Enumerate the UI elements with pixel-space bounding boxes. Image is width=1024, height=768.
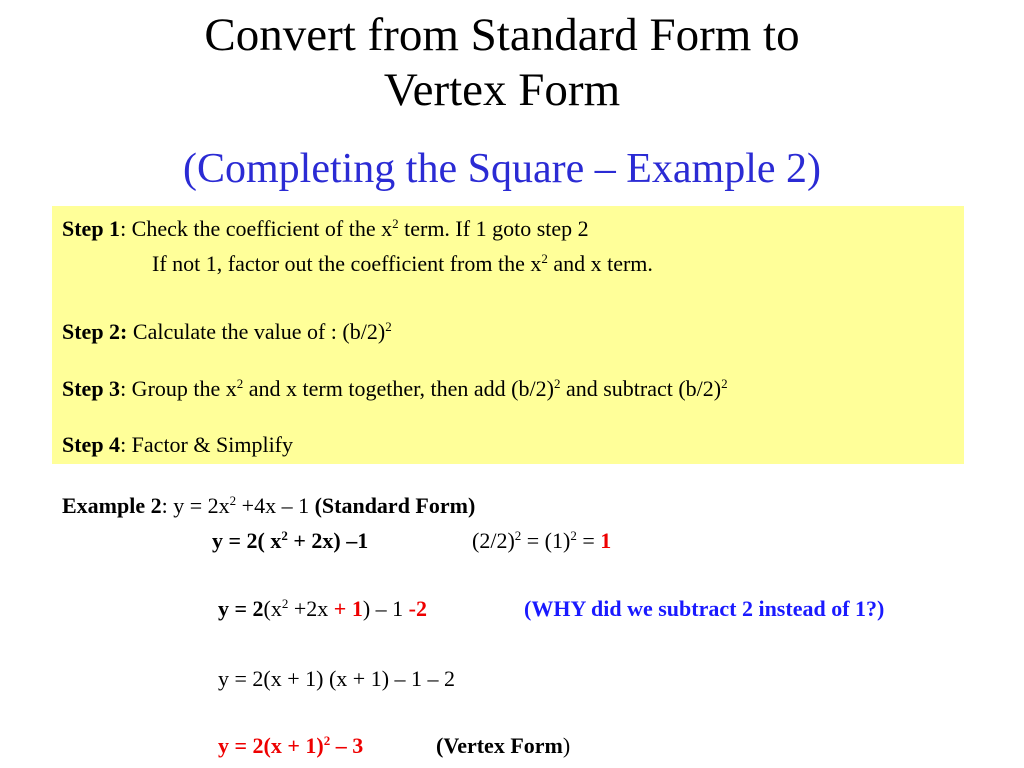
step-2-label: Step 2: [62, 319, 128, 344]
example-l3-add: + 1 [333, 596, 363, 621]
step-1-text-a: : Check the coefficient of the x [120, 216, 393, 241]
example-label: Example 2 [62, 493, 162, 518]
example-l2-d: = (1) [521, 528, 571, 553]
example-line-4: y = 2(x + 1) (x + 1) – 1 – 2 [218, 666, 456, 691]
example-l2-c: (2/2) [472, 528, 515, 553]
example-l1-sup: 2 [229, 493, 237, 508]
why-note [524, 596, 884, 622]
example-line-2-calc [472, 528, 611, 554]
example-l5-a: y = 2(x + 1) [218, 733, 324, 758]
title-line-1: Convert from Standard Form to [204, 9, 800, 61]
example-l2-sup: 2 [281, 528, 288, 543]
example-l2-a: y = 2( x [212, 528, 282, 553]
example-l1-b: +4x – 1 [236, 493, 315, 518]
example-l2-sup2: 2 [514, 528, 522, 543]
step-4-text: : Factor & Simplify [120, 432, 294, 457]
step-4-line [62, 432, 293, 458]
example-l3-c: +2x [288, 596, 334, 621]
title-line-2: Vertex Form [383, 64, 621, 116]
vertex-form-note [436, 733, 570, 759]
standard-form-label: (Standard Form) [314, 493, 476, 518]
example-l1-a: : y = 2x [161, 493, 230, 518]
step-3-sup-2: 2 [553, 376, 561, 391]
step-4-label: Step 4 [62, 432, 121, 457]
example-l3-subtract: -2 [408, 596, 427, 621]
step-2-sup: 2 [385, 319, 392, 334]
step-1-text-b: term. If 1 goto step 2 [398, 216, 589, 241]
step-1-label: Step 1 [62, 216, 121, 241]
step-3-text-c: and subtract (b/2) [560, 376, 722, 401]
why-question: (WHY did we subtract 2 instead of 1?) [524, 596, 885, 621]
example-l5-sup: 2 [323, 733, 331, 748]
example-line-1 [62, 493, 475, 519]
step-1b-text-a: If not 1, factor out the coefficient from the x [152, 251, 542, 276]
step-3-sup-3: 2 [721, 376, 728, 391]
step-1-sup: 2 [392, 216, 399, 231]
step-3-line [62, 376, 728, 402]
example-line-5 [218, 733, 363, 759]
example-l2-e: = [576, 528, 601, 553]
step-1-line [62, 216, 589, 242]
step-1-continuation-line [152, 251, 653, 277]
step-3-label: Step 3 [62, 376, 121, 401]
example-l3-a: y = 2 [218, 596, 264, 621]
slide-subtitle: (Completing the Square – Example 2) [182, 146, 822, 192]
step-1b-sup: 2 [541, 251, 548, 266]
slide-title [0, 8, 1004, 118]
step-3-text-a: : Group the x [120, 376, 237, 401]
vertex-form-label: Vertex Form [443, 733, 563, 758]
step-2-text: Calculate the value of : (b/2) [127, 319, 386, 344]
step-1b-text-b: and x term. [547, 251, 653, 276]
example-l5-b: – 3 [330, 733, 364, 758]
step-2-line [62, 319, 392, 345]
example-l2-b: + 2x) –1 [287, 528, 369, 553]
example-line-2 [212, 528, 368, 554]
example-l3-sup: 2 [281, 596, 289, 611]
example-line-3 [218, 596, 427, 622]
example-l5-c: ( [436, 733, 444, 758]
step-3-text-b: and x term together, then add (b/2) [243, 376, 554, 401]
steps-box [52, 206, 964, 464]
example-l5-e: ) [562, 733, 571, 758]
example-l2-sup3: 2 [570, 528, 577, 543]
step-3-sup-1: 2 [236, 376, 244, 391]
example-l3-b: (x [263, 596, 282, 621]
example-l2-result: 1 [600, 528, 612, 553]
example-l3-e: ) – 1 [362, 596, 409, 621]
